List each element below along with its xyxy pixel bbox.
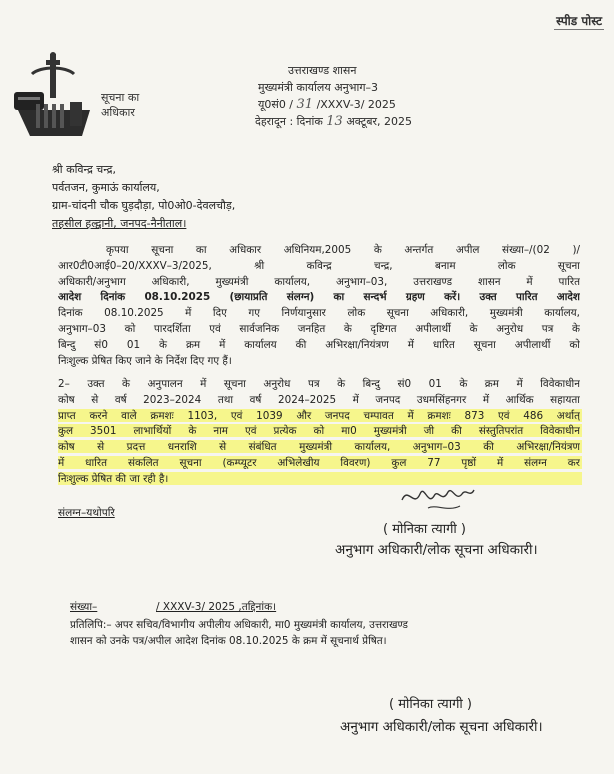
copy-number-value: / XXXV-3/ 2025 ,तद्दिनांक।	[156, 601, 277, 613]
rti-label-line2: अधिकार	[101, 106, 135, 119]
para2-line: कोष से वर्ष 2023–2024 तथा वर्ष 2024–2025 में जनपद उधमसिंहनगर में आर्थिक सहायता	[58, 393, 580, 406]
rti-emblem-label	[101, 90, 139, 120]
para2-line: प्राप्त करने वाले क्रमशः 1103, एवं 1039 और जनपद चम्पावत में क्रमशः 873 एवं 486 अर्थात्	[58, 409, 580, 422]
copy-line-1: प्रतिलिपि:– अपर सचिव/विभागीय अपीलीय अधिकारी, मा0 मुख्यमंत्री कार्यालय, उत्तराखण्ड	[70, 619, 408, 631]
para1-line: निःशुल्क प्रेषित किए जाने के निर्देश दिए गए हैं।	[58, 354, 232, 367]
para1-line: बिन्दु सं0 01 के क्रम में कार्यालय की अभिरक्षा/नियंत्रण में धारित सूचना अपीलार्थी को	[58, 338, 580, 351]
para2-line: कोष से प्रदत्त धनराशि से संबंधित मुख्यमंत्री कार्यालय, अनुभाग–03 की अभिरक्षा/नियंत्रण	[58, 441, 580, 454]
address-line-4: तहसील हल्द्वानी, जनपद-नैनीताल।	[52, 217, 187, 230]
signature-scribble-icon	[398, 478, 478, 516]
para1-line: आदेश दिनांक 08.10.2025 (छायाप्रति संलग्न) का सन्दर्भ ग्रहण करें। उक्त पारित आदेश	[58, 291, 580, 304]
speed-post-stamp: स्पीड पोस्ट	[556, 14, 602, 28]
para1-line: आर0टी0आई0–20/XXXV–3/2025, श्री कविन्द्र चन्द्र, बनाम लोक सूचना	[58, 259, 580, 272]
header-reference	[258, 97, 396, 112]
address-line-2: पर्वतजन, कुमाऊं कार्यालय,	[52, 181, 160, 194]
signatory-2-designation: अनुभाग अधिकारी/लोक सूचना अधिकारी।	[340, 719, 543, 735]
rti-label-line1: सूचना का	[101, 91, 140, 104]
ref-prefix: यू0सं0 /	[258, 98, 294, 111]
signatory-1-designation: अनुभाग अधिकारी/लोक सूचना अधिकारी।	[335, 542, 538, 558]
para2-line: निःशुल्क प्रेषित की जा रही है।	[58, 472, 169, 485]
para2-line: में धारित संकलित सूचना (कम्प्यूटर अभिलेखीय विवरण) कुल 77 पृष्ठों में संलग्न कर	[58, 456, 580, 469]
para1-line: अधिकारी/अनुभाग अधिकारी, मुख्यमंत्री कार्यालय, अनुभाग–03, उत्तराखण्ड शासन में पारित	[58, 275, 580, 288]
header-department: मुख्यमंत्री कार्यालय अनुभाग–3	[258, 81, 379, 94]
para2-line: 2– उक्त के अनुपालन में सूचना अनुरोध पत्र के बिन्दु सं0 01 के क्रम में विवेकाधीन	[58, 378, 580, 390]
copy-number-label: संख्या–	[70, 601, 98, 613]
para1-line: कृपया सूचना का अधिकार अधिनियम,2005 के अन्तर्गत अपील संख्या–/(02 )/	[106, 244, 580, 256]
address-line-3: ग्राम-चांदनी चौक घुड़दौड़ा, पो0ओ0-देवलचौड़,	[52, 199, 236, 212]
date-handwritten-day: 13	[326, 114, 343, 129]
para1-line: अनुभाग–03 को पारदर्शिता एवं सार्वजनिक जनहित के दृष्टिगत अपीलार्थी के अनुरोध पत्र के	[58, 322, 580, 335]
para2-line: कुल 3501 लाभार्थियों के नाम एवं प्रत्येक को मा0 मुख्यमंत्री जी की संस्तुतिपरांत विवेकाधीन	[58, 425, 580, 438]
ref-suffix: /XXXV-3/ 2025	[316, 98, 396, 111]
rti-emblem-icon	[12, 52, 94, 138]
ref-handwritten-number: 31	[296, 97, 314, 112]
date-suffix: अक्टूबर, 2025	[346, 115, 413, 128]
body-paragraph-2	[58, 377, 580, 488]
copy-number	[70, 600, 276, 614]
signatory-2-name: ( मोनिका त्यागी )	[389, 697, 472, 712]
header-date	[255, 114, 412, 129]
signatory-1-name: ( मोनिका त्यागी )	[383, 522, 466, 537]
enclosure-note: संलग्न–यथोपरि	[58, 507, 115, 519]
date-prefix: देहरादून : दिनांक	[255, 115, 323, 128]
copy-line-2: शासन को उनके पत्र/अपील आदेश दिनांक 08.10.2025 के क्रम में सूचनार्थ प्रेषित।	[70, 635, 387, 647]
para1-line: दिनांक 08.10.2025 में दिए गए निर्णयानुसार लोक सूचना अधिकारी, मुख्यमंत्री कार्यालय,	[58, 307, 580, 320]
body-paragraph-1	[58, 243, 580, 369]
header-government: उत्तराखण्ड शासन	[288, 64, 357, 77]
address-line-1: श्री कविन्द्र चन्द्र,	[52, 163, 117, 176]
